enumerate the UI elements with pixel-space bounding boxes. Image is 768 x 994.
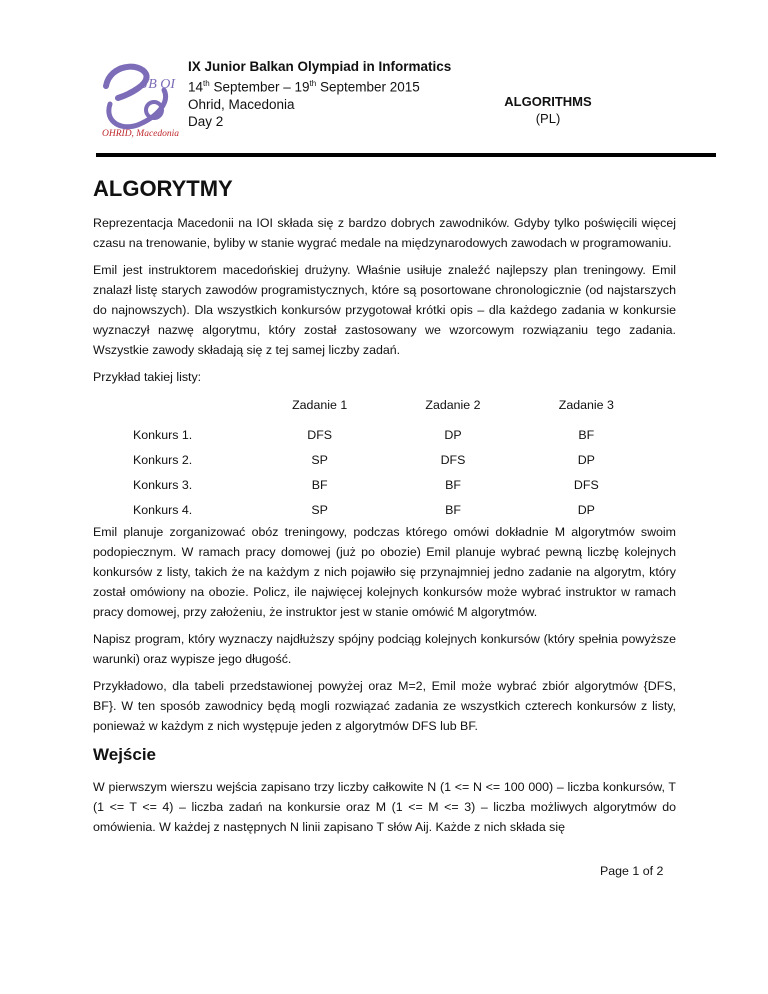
task-statement [93,174,676,844]
table-row: Konkurs 1. DFS DP BF [133,427,595,442]
paragraph-6: Przykładowo, dla tabeli przedstawionej powyżej oraz M=2, Emil może wybrać zbiór algorytmów {DFS, BF}. W ten sposób zawodnicy będą mogli rozwiązać zadania ze wszystkich czterech konkursów z listy, ponieważ w każdym z nich występuje jeden z algorytmów DFS lub BF. [93,679,676,733]
logo-caption: OHRID, Macedonia [102,129,180,138]
header-info [188,58,451,130]
paragraph-1: Reprezentacja Macedonii na IOI składa się z bardzo dobrych zawodników. Gdyby tylko poświęcili więcej czasu na trenowanie, byliby w stanie wygrać medale na międzynarodowych zawodach w programowaniu. [93,216,676,250]
column-header: Zadanie 3 [558,398,614,412]
logo-letters: JB OI [142,77,176,92]
olympiad-dates: 14th September – 19th September 2015 [188,79,420,95]
paragraph-3: Przykład takiej listy: [93,370,202,384]
language-label: (PL) [535,111,561,126]
example-table [133,394,653,522]
logo-swoosh-top [106,67,147,98]
table-header-row [133,394,653,422]
category-label: ALGORITHMS [504,94,592,109]
section-input-title: Wejście [93,745,157,764]
header-divider [96,153,716,157]
olympiad-location: Ohrid, Macedonia [188,96,295,112]
task-title: ALGORYTMY [93,176,233,201]
table-row: Konkurs 3. BF BF DFS [133,477,599,492]
paragraph-5: Napisz program, który wyznaczy najdłuższy spójny podciąg kolejnych konkursów (który spełnia powyższe warunki) oraz wypisze jego długość. [93,632,676,666]
column-header: Zadanie 1 [292,398,348,412]
page-number: Page 1 of 2 [600,864,664,878]
table-row: Konkurs 4. SP BF DP [133,502,595,517]
paragraph-4: Emil planuje zorganizować obóz treningowy, podczas którego omówi dokładnie M algorytmów swoim podopiecznym. W ramach pracy domowej (już po obozie) Emil planuje wybrać pewną liczbę kolejnych konkursów z listy, takich że na każdym z nich pojawiło się przynajmniej jedno zadanie na algorytm, który został omówiony na obozie. Policz, ile najwięcej kolejnych konkursów może wybrać instruktor w ramach pracy domowej, przy założeniu, że instruktor jest w stanie omówić M algorytmów. [93,525,676,619]
table-row: Konkurs 2. SP DFS DP [133,452,595,467]
column-header: Zadanie 2 [425,398,481,412]
jboi-logo [100,58,182,138]
task-category [488,93,608,127]
input-description: W pierwszym wierszu wejścia zapisano trzy liczby całkowite N (1 <= N <= 100 000) – liczba konkursów, T (1 <= T <= 4) – liczba zadań na konkursie oraz M (1 <= M <= 3) – liczba możliwych algorytmów do omówienia. W każdej z następnych N linii zapisano T słów Aij. Każde z nich składa się [93,780,676,834]
olympiad-day: Day 2 [188,113,224,129]
paragraph-2: Emil jest instruktorem macedońskiej drużyny. Właśnie usiłuje znaleźć najlepszy plan treningowy. Emil znalazł listę starych zawodów programistycznych, które są posortowane chronologicznie (od najstarszych do najnowszych). Dla wszystkich konkursów przygotował krótki opis – dla każdego zadania w konkursie wyznaczył nazwę algorytmu, który został zastosowany we wzorcowym rozwiązaniu tego zadania. Wszystkie zawody składają się z tej samej liczby zadań. [93,263,676,357]
olympiad-title: IX Junior Balkan Olympiad in Informatics [188,59,452,74]
